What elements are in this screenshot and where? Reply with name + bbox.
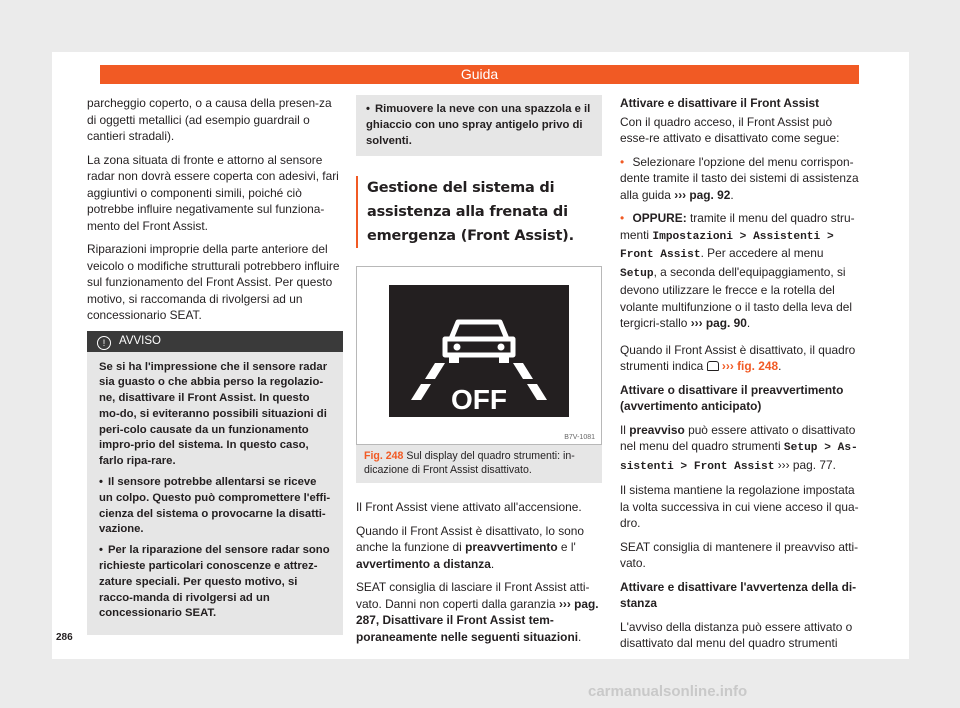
page-reference-link[interactable]: ››› pag. 92 (674, 187, 731, 202)
text-bold: preavviso (629, 422, 685, 437)
text: Quando il Front Assist è disattivato, lo sono anche la funzione di (356, 523, 585, 555)
figure-reference-link[interactable]: ››› fig. 248 (721, 359, 779, 373)
text-bold: preavvertimento (465, 540, 558, 555)
text: . (490, 556, 495, 571)
section-title: Gestione del sistema di assistenza alla frenata di emergenza (Front Assist). (356, 176, 602, 248)
warning-text: Se si ha l'impressione che il sensore radar sia guasto o che abbia perso la regolazio-ne, disattivare il Front Assist. In questo mo-do, si eviteranno possibili situazioni di peri-colo causate da un funzionamento impro-prio del sistema. In questo caso, farlo ripa-rare. (99, 360, 328, 468)
list-item: • Selezionare l'opzione del menu corrispon-dente tramite il tasto dei sistemi di assistenza alla guida ››› pag. 92. (620, 154, 860, 204)
warning-body (87, 352, 343, 636)
text: . Per accedere al menu (700, 246, 824, 260)
chapter-header: Guida (100, 65, 859, 84)
warning-box (87, 331, 343, 636)
text: Il (620, 422, 630, 437)
paragraph: Riparazioni improprie della parte anteriore del veicolo o modifiche strutturali potrebbero influire sul funzionamento del Front Assist. Per questo motivo, si raccomanda di rivolgersi ad un concessionario SEAT. (87, 242, 340, 322)
column-1 (87, 95, 343, 635)
front-assist-off-display (357, 267, 601, 444)
warning-bullet: • Il sensore potrebbe allentarsi se riceve un colpo. Questo può compromettere l'effi-cienza del sistema o provocarne la disatti-vazione. (99, 475, 333, 538)
text: Selezionare l'opzione del menu corrispon-dente tramite il tasto dei sistemi di assistenza alla guida (620, 154, 859, 202)
notice-text: • Rimuovere la neve con una spazzola e il ghiaccio con uno spray antigelo privo di solventi. (356, 95, 602, 156)
paragraph: L'avviso della distanza può essere attivato o disattivato dal menu del quadro strumenti (620, 619, 853, 650)
paragraph (356, 523, 602, 573)
paragraph (356, 579, 602, 645)
page-number: 286 (56, 632, 73, 643)
page-reference-link[interactable]: ››› pag. 90 (690, 316, 747, 330)
paragraph: Quando il Front Assist è disattivato, il quadro strumenti indica ››› fig. 248. (620, 342, 856, 373)
text-bold: OPPURE: (632, 211, 687, 225)
figure-caption (356, 445, 602, 483)
menu-path: Impostazioni > Assistenti > Front Assist (620, 230, 834, 261)
text: e l' (557, 540, 576, 555)
warning-icon: ! (97, 336, 111, 350)
paragraph: SEAT consiglia di mantenere il preavviso atti-vato. (620, 539, 859, 570)
text-bold: avvertimento a distanza (356, 556, 491, 571)
figure-248 (356, 266, 602, 445)
page-reference: ››› pag. 77. (774, 457, 836, 472)
warning-bullet: • Per la riparazione del sensore radar sono richieste particolari conoscenze e attrez-zature speciali. Per questo motivo, si racco-manda di rivolgersi ad un concessionario SEAT. (99, 543, 333, 622)
paragraph: Con il quadro acceso, il Front Assist può esse-re attivato e disattivato come segue: (620, 114, 840, 145)
text: può essere attivato o disattivato nel menu del quadro strumenti (620, 422, 856, 453)
text: . (578, 629, 582, 644)
warning-header (87, 331, 343, 352)
figure-caption-text: Sul display del quadro strumenti: in-dicazione di Front Assist disattivato. (364, 450, 575, 476)
subheading: Attivare o disattivare il preavvertimento (avvertimento anticipato) (620, 382, 844, 413)
subheading: Attivare e disattivare il Front Assist (620, 96, 820, 110)
column-2 (356, 95, 602, 652)
figure-number: Fig. 248 (364, 450, 404, 463)
watermark: carmanualsonline.info (588, 683, 748, 700)
car-warning-icon (707, 361, 719, 371)
warning-title: AVVISO (119, 334, 161, 347)
column-3 (620, 95, 860, 659)
text: tramite il menu del quadro stru-menti (620, 211, 855, 242)
page-reference-link[interactable]: ››› pag. 287, Disattivare il Front Assist tem-poraneamente nelle seguenti situazioni (356, 596, 599, 644)
text: , a seconda dell'equipaggiamento, si devono utilizzare le frecce e la rotella del volante multifunzione o il tasto della leva del tergicri-stallo (620, 264, 853, 330)
subheading: Attivare e disattivare l'avvertenza della di-stanza (620, 579, 857, 610)
paragraph: parcheggio coperto, o a causa della presen-za di oggetti metallici (ad esempio guardrail o cantieri stradali). (87, 96, 332, 143)
paragraph: Il Front Assist viene attivato all'accensione. (356, 500, 582, 515)
list-item: • OPPURE: tramite il menu del quadro stru-menti Impostazioni > Assistenti > Front Assist. Per accedere al menu Setup, a seconda dell'equipaggiamento, si devono utilizzare le frecce e la rotella del volante multifunzione o il tasto della leva del tergicri-stallo ››› pag. 90. (620, 210, 860, 332)
menu-path: Setup > As-sistenti > Front Assist (620, 442, 858, 473)
paragraph (620, 422, 860, 476)
notice-box (356, 95, 602, 156)
paragraph: La zona situata di fronte e attorno al sensore radar non dovrà essere coperta con adesivi, fari aggiuntivi o componenti simili, poiché ciò potrebbe influire negativamente sul funziona-mento del Front Assist. (87, 152, 339, 233)
menu-name: Setup (620, 267, 654, 280)
text: Quando il Front Assist è disattivato, il quadro strumenti indica (620, 342, 856, 373)
text: SEAT consiglia di lasciare il Front Assist atti-vato. Danni non coperti dalla garanzia (356, 580, 590, 611)
off-label: OFF (451, 384, 507, 416)
paragraph: Il sistema mantiene la regolazione impostata la volta successiva in cui viene acceso il qua-dro. (620, 483, 859, 530)
figure-code: B7V-1081 (564, 434, 595, 442)
